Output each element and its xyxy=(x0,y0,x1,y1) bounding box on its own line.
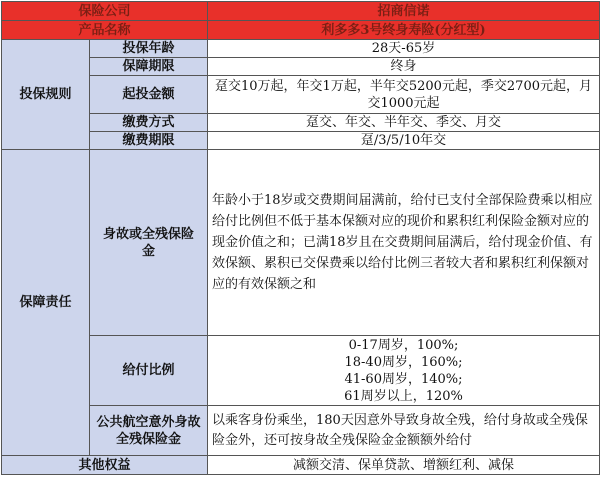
rules-group-label: 投保规则 xyxy=(2,40,90,150)
rule-label: 缴费方式 xyxy=(90,114,208,132)
rule-row-term xyxy=(2,58,600,76)
ratio-list xyxy=(208,336,600,406)
rule-value: 28天-65岁 xyxy=(208,40,600,58)
rule-label: 保障期限 xyxy=(90,58,208,76)
company-value: 招商信诺 xyxy=(208,2,600,21)
coverage-value: 年龄小于18岁或交费期间届满前，给付已支付全部保险费乘以相应给付比例但不低于基本保额对应的现价和累积红利保险金额对应的现金价值之和；已满18岁且在交费期间届满后，给付现金价值、有效保额、累积已交保费乘以给付比例三者较大者和累积红利保额对应的有效保额之和 xyxy=(208,150,600,336)
rule-value: 终身 xyxy=(208,58,600,76)
rule-row-min-amount xyxy=(2,76,600,114)
rule-row-pay-method xyxy=(2,114,600,132)
coverage-row-death xyxy=(2,150,600,336)
coverage-group-label: 保障责任 xyxy=(2,150,90,456)
rule-value: 趸交10万起，年交1万起，半年交5200元起，季交2700元起，月交1000元起 xyxy=(208,76,600,114)
rule-label: 起投金额 xyxy=(90,76,208,114)
product-value: 利多多3号终身寿险(分红型) xyxy=(208,21,600,40)
company-row xyxy=(2,2,600,21)
coverage-label: 给付比例 xyxy=(90,336,208,406)
other-label: 其他权益 xyxy=(2,456,208,475)
product-label: 产品名称 xyxy=(2,21,208,40)
product-row xyxy=(2,21,600,40)
rule-label: 缴费期限 xyxy=(90,132,208,150)
ratio-line: 0-17周岁，100%; xyxy=(348,337,459,353)
coverage-label: 身故或全残保险金 xyxy=(90,150,208,336)
ratio-line: 18-40周岁，160%; xyxy=(344,354,463,370)
coverage-label: 公共航空意外身故全残保险金 xyxy=(90,406,208,456)
rule-row-pay-period xyxy=(2,132,600,150)
rule-label: 投保年龄 xyxy=(90,40,208,58)
other-value: 减额交清、保单贷款、增额红利、减保 xyxy=(208,456,600,475)
product-info-table xyxy=(1,1,600,475)
ratio-line: 61周岁以上，120% xyxy=(344,388,463,404)
other-row xyxy=(2,456,600,475)
rule-value: 趸/3/5/10年交 xyxy=(208,132,600,150)
coverage-value: 以乘客身份乘坐，180天因意外导致身故全残，给付身故或全残保险金外，还可按身故全残保险金金额额外给付 xyxy=(208,406,600,456)
rule-row-age xyxy=(2,40,600,58)
coverage-row-ratio xyxy=(2,336,600,406)
rule-value: 趸交、年交、半年交、季交、月交 xyxy=(208,114,600,132)
company-label: 保险公司 xyxy=(2,2,208,21)
ratio-line: 41-60周岁，140%; xyxy=(344,371,463,387)
coverage-row-air xyxy=(2,406,600,456)
